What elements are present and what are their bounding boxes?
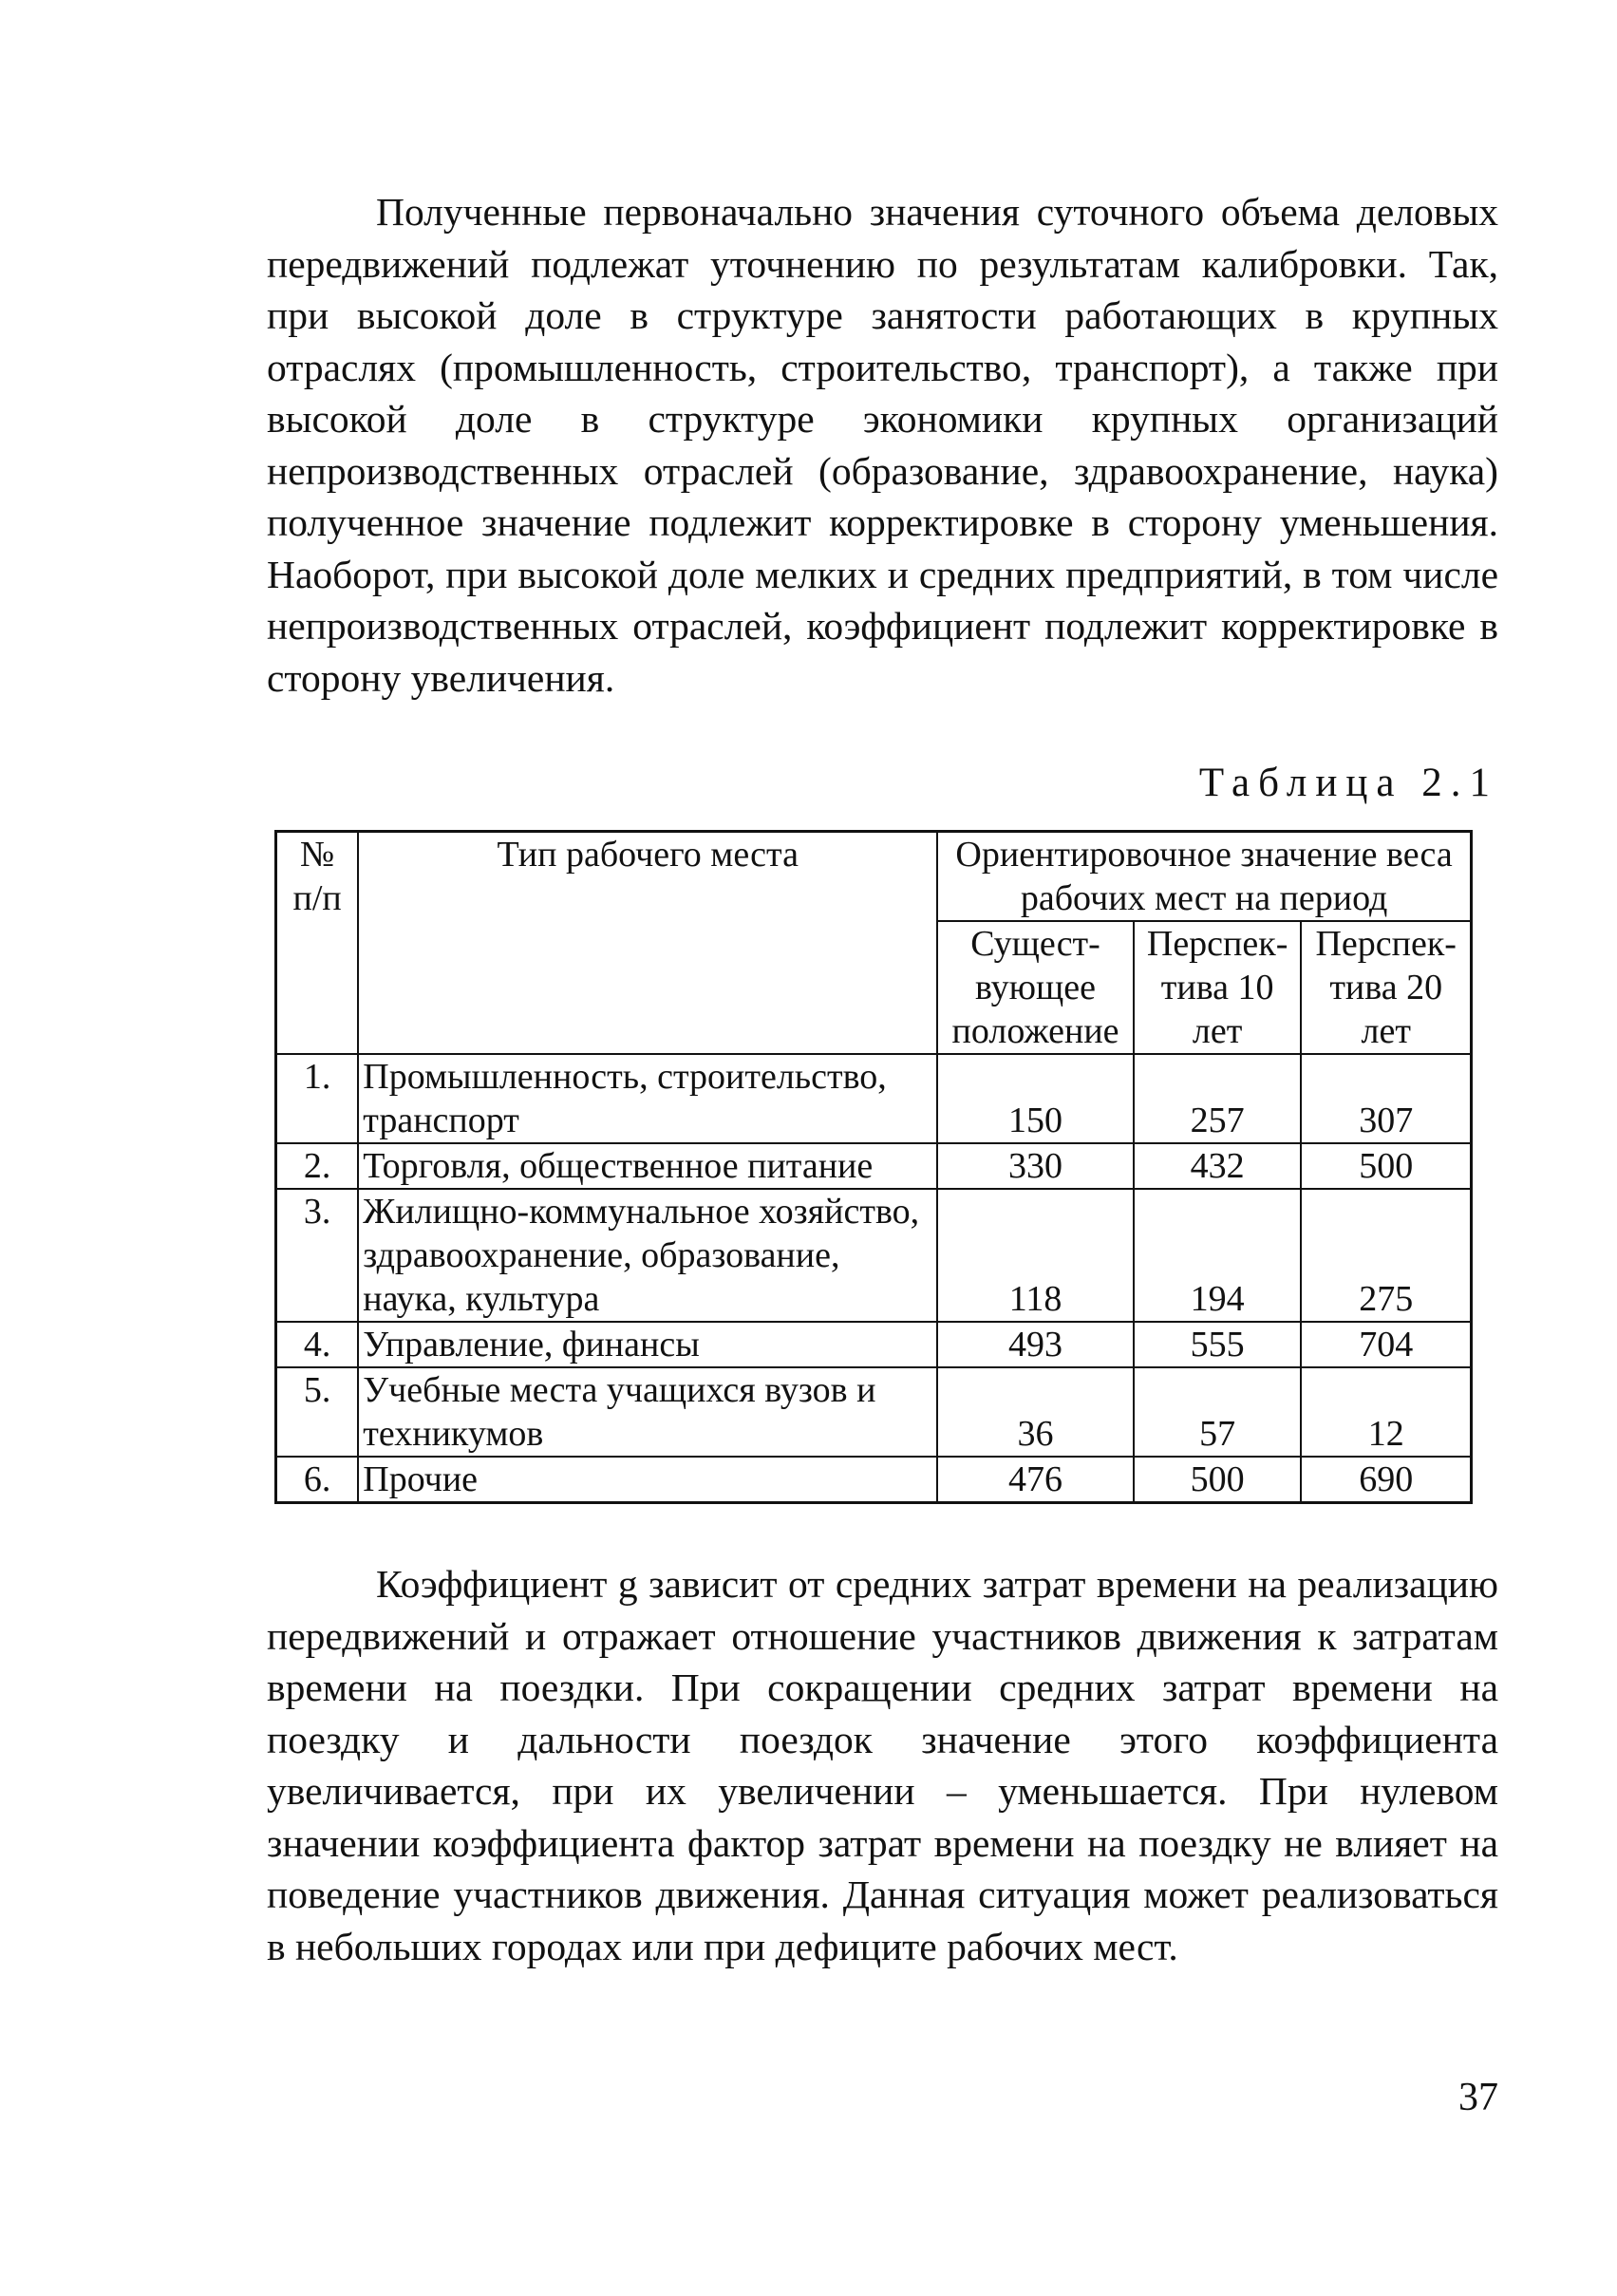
row-no: 2. — [276, 1143, 359, 1189]
page-number: 37 — [1458, 2076, 1498, 2119]
row-10-years: 57 — [1134, 1367, 1302, 1457]
row-type: Прочие — [358, 1457, 937, 1503]
row-no: 6. — [276, 1457, 359, 1503]
table-row — [276, 1367, 1472, 1457]
row-10-years: 555 — [1134, 1322, 1302, 1367]
header-no: № п/п — [276, 832, 359, 1055]
row-type: Жилищно-коммунальное хозяйство, здравоохранение, образование, наука, культура — [358, 1189, 937, 1322]
header-20-years: Перспек-тива 20 лет — [1301, 921, 1471, 1054]
row-current: 36 — [937, 1367, 1134, 1457]
row-type: Учебные места учащихся вузов и техникумов — [358, 1367, 937, 1457]
table-row — [276, 1189, 1472, 1322]
row-20-years: 12 — [1301, 1367, 1471, 1457]
workplace-weights-table — [274, 830, 1473, 1504]
row-20-years: 704 — [1301, 1322, 1471, 1367]
header-current: Сущест-вующее положение — [937, 921, 1134, 1054]
table-caption: Таблица 2.1 — [1198, 761, 1498, 805]
row-10-years: 432 — [1134, 1143, 1302, 1189]
table-row — [276, 1322, 1472, 1367]
row-no: 4. — [276, 1322, 359, 1367]
row-20-years: 275 — [1301, 1189, 1471, 1322]
row-current: 150 — [937, 1054, 1134, 1143]
header-10-years: Перспек-тива 10 лет — [1134, 921, 1302, 1054]
paragraph-intro: Полученные первоначально значения суточного объема деловых передвижений подлежат уточнению по результатам калибровки. Так, при высокой доле в структуре занятости работающих в крупных отраслях (промышленность, строительство, транспорт), а также при высокой доле в структуре экономики крупных организаций непроизводственных отраслей (образование, здравоохранение, наука) полученное значение подлежит корректировке в сторону уменьшения. Наоборот, при высокой доле мелких и средних предприятий, в том числе непроизводственных отраслей, коэффициент подлежит корректировке в сторону увеличения. — [267, 190, 1498, 700]
row-current: 330 — [937, 1143, 1134, 1189]
table-row — [276, 1054, 1472, 1143]
row-10-years: 257 — [1134, 1054, 1302, 1143]
row-no: 5. — [276, 1367, 359, 1457]
row-current: 118 — [937, 1189, 1134, 1322]
paragraph-coefficient: Коэффициент g зависит от средних затрат времени на реализацию передвижений и отражает отношение участников движения к затратам времени на поездки. При сокращении средних затрат времени на поездку и дальности поездок значение этого коэффициента увеличивается, при их увеличении – уменьшается. При нулевом значении коэффициента фактор затрат времени на поездку не влияет на поведение участников движения. Данная ситуация может реализоваться в небольших городах или при дефиците рабочих мест. — [267, 1562, 1498, 1968]
table-header-row — [276, 832, 1472, 922]
row-type: Торговля, общественное питание — [358, 1143, 937, 1189]
row-type: Управление, финансы — [358, 1322, 937, 1367]
table-row — [276, 1457, 1472, 1503]
row-20-years: 500 — [1301, 1143, 1471, 1189]
row-10-years: 194 — [1134, 1189, 1302, 1322]
header-type: Тип рабочего места — [358, 832, 937, 1055]
row-20-years: 690 — [1301, 1457, 1471, 1503]
row-current: 493 — [937, 1322, 1134, 1367]
row-10-years: 500 — [1134, 1457, 1302, 1503]
table-row — [276, 1143, 1472, 1189]
row-no: 1. — [276, 1054, 359, 1143]
row-type: Промышленность, строительство, транспорт — [358, 1054, 937, 1143]
row-no: 3. — [276, 1189, 359, 1322]
header-group: Ориентировочное значение веса рабочих мест на период — [937, 832, 1471, 922]
row-current: 476 — [937, 1457, 1134, 1503]
row-20-years: 307 — [1301, 1054, 1471, 1143]
